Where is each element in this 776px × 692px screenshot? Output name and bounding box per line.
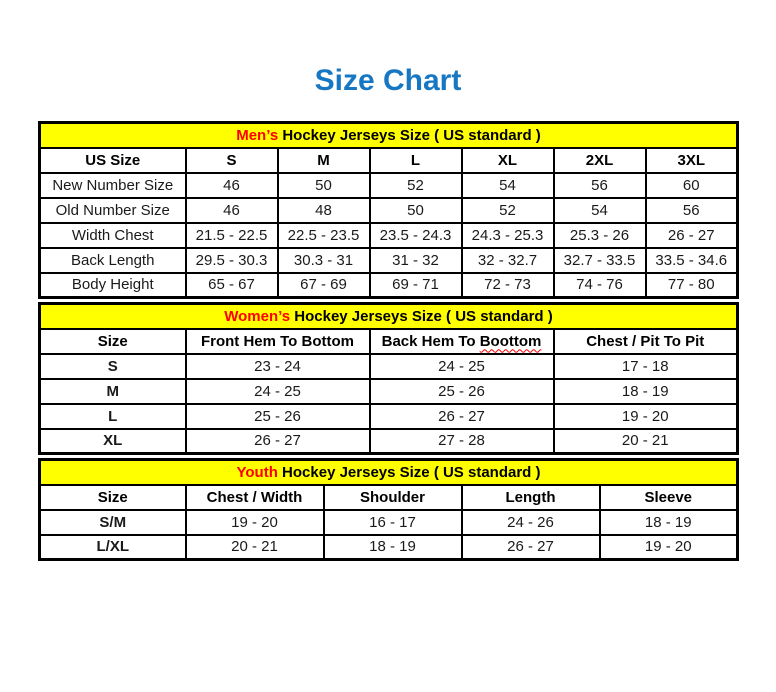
page-title: Size Chart (314, 64, 462, 97)
row-label: S (40, 354, 186, 379)
table-cell: 23 - 24 (186, 354, 370, 379)
column-header-text: Back Hem To (381, 332, 480, 350)
table-cell: 24 - 26 (462, 510, 600, 535)
youth-band-highlight: Youth (236, 463, 278, 481)
column-header: Sleeve (600, 485, 738, 510)
table-cell: 60 (646, 173, 738, 198)
table-cell: 74 - 76 (554, 273, 646, 298)
table-cell: 32.7 - 33.5 (554, 248, 646, 273)
table-cell: 46 (186, 173, 278, 198)
row-label: L/XL (40, 535, 186, 560)
table-row (40, 404, 738, 429)
womens-band (40, 304, 738, 329)
table-cell: 33.5 - 34.6 (646, 248, 738, 273)
table-row (40, 535, 738, 560)
column-header: Front Hem To Bottom (186, 329, 370, 354)
table-cell: 26 - 27 (646, 223, 738, 248)
table-cell: 24.3 - 25.3 (462, 223, 554, 248)
womens-band-row (40, 304, 738, 329)
table-cell: 32 - 32.7 (462, 248, 554, 273)
table-cell: 20 - 21 (186, 535, 324, 560)
table-cell: 26 - 27 (370, 404, 554, 429)
column-header: M (278, 148, 370, 173)
size-tables-container (38, 121, 739, 564)
table-cell: 48 (278, 198, 370, 223)
table-cell: 16 - 17 (324, 510, 462, 535)
column-header: 3XL (646, 148, 738, 173)
mens-band-rest: Hockey Jerseys Size ( US standard ) (278, 126, 541, 144)
table-cell: 29.5 - 30.3 (186, 248, 278, 273)
youth-header-row (40, 485, 738, 510)
table-cell: 52 (462, 198, 554, 223)
table-cell: 56 (646, 198, 738, 223)
table-cell: 72 - 73 (462, 273, 554, 298)
column-header: Chest / Pit To Pit (554, 329, 738, 354)
column-header (370, 329, 554, 354)
mens-band (40, 123, 738, 148)
table-cell: 19 - 20 (186, 510, 324, 535)
table-cell: 18 - 19 (554, 379, 738, 404)
table-row (40, 429, 738, 454)
table-cell: 19 - 20 (554, 404, 738, 429)
table-cell: 25 - 26 (370, 379, 554, 404)
table-cell: 54 (554, 198, 646, 223)
table-cell: 52 (370, 173, 462, 198)
womens-header-row (40, 329, 738, 354)
table-cell: 69 - 71 (370, 273, 462, 298)
table-cell: 67 - 69 (278, 273, 370, 298)
column-header: Length (462, 485, 600, 510)
column-header: Chest / Width (186, 485, 324, 510)
row-label: S/M (40, 510, 186, 535)
table-row (40, 510, 738, 535)
mens-header-row (40, 148, 738, 173)
row-label: New Number Size (40, 173, 186, 198)
table-cell: 31 - 32 (370, 248, 462, 273)
table-cell: 27 - 28 (370, 429, 554, 454)
column-header: 2XL (554, 148, 646, 173)
youth-size-table (38, 458, 739, 561)
youth-band-rest: Hockey Jerseys Size ( US standard ) (277, 463, 541, 481)
table-cell: 24 - 25 (370, 354, 554, 379)
table-cell: 30.3 - 31 (278, 248, 370, 273)
column-header: L (370, 148, 462, 173)
table-cell: 22.5 - 23.5 (278, 223, 370, 248)
table-cell: 46 (186, 198, 278, 223)
row-label: Width Chest (40, 223, 186, 248)
row-label: L (40, 404, 186, 429)
table-cell: 25 - 26 (186, 404, 370, 429)
table-row (40, 354, 738, 379)
youth-band (40, 460, 738, 485)
mens-size-table (38, 121, 739, 299)
column-header: Size (40, 485, 186, 510)
womens-band-rest: Hockey Jerseys Size ( US standard ) (290, 307, 553, 325)
table-cell: 65 - 67 (186, 273, 278, 298)
row-label: Body Height (40, 273, 186, 298)
column-header: Size (40, 329, 186, 354)
table-row (40, 198, 738, 223)
womens-size-table (38, 302, 739, 455)
table-cell: 18 - 19 (600, 510, 738, 535)
table-cell: 18 - 19 (324, 535, 462, 560)
table-cell: 25.3 - 26 (554, 223, 646, 248)
table-row (40, 223, 738, 248)
column-header: S (186, 148, 278, 173)
table-cell: 26 - 27 (186, 429, 370, 454)
table-cell: 50 (370, 198, 462, 223)
table-cell: 21.5 - 22.5 (186, 223, 278, 248)
youth-band-row (40, 460, 738, 485)
table-row (40, 273, 738, 298)
table-cell: 77 - 80 (646, 273, 738, 298)
table-row (40, 379, 738, 404)
womens-band-highlight: Women’s (224, 307, 291, 325)
mens-band-row (40, 123, 738, 148)
column-header: US Size (40, 148, 186, 173)
table-cell: 20 - 21 (554, 429, 738, 454)
table-cell: 56 (554, 173, 646, 198)
table-cell: 50 (278, 173, 370, 198)
row-label: M (40, 379, 186, 404)
table-cell: 54 (462, 173, 554, 198)
column-header: XL (462, 148, 554, 173)
table-cell: 17 - 18 (554, 354, 738, 379)
table-cell: 23.5 - 24.3 (370, 223, 462, 248)
mens-band-highlight: Men’s (236, 126, 279, 144)
table-cell: 26 - 27 (462, 535, 600, 560)
table-row (40, 248, 738, 273)
row-label: Old Number Size (40, 198, 186, 223)
misspelled-word-squiggle: Boottom (479, 332, 542, 350)
row-label: XL (40, 429, 186, 454)
column-header: Shoulder (324, 485, 462, 510)
table-cell: 19 - 20 (600, 535, 738, 560)
row-label: Back Length (40, 248, 186, 273)
table-cell: 24 - 25 (186, 379, 370, 404)
table-row (40, 173, 738, 198)
